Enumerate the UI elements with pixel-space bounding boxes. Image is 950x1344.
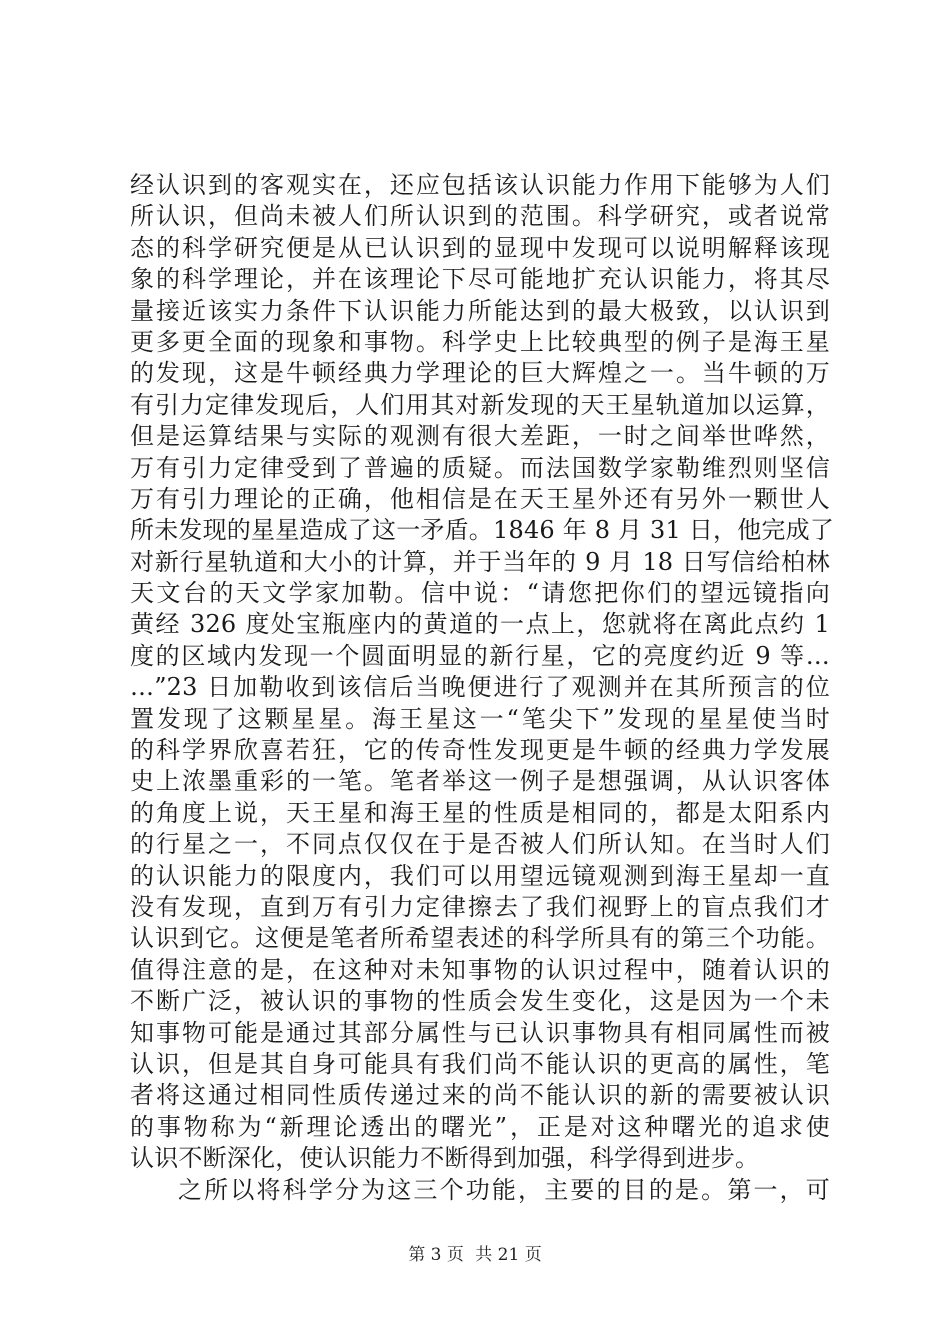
text-line: 万有引力理论的正确，他相信是在天王星外还有另外一颗世人	[130, 484, 830, 513]
text-line: 黄经 326 度处宝瓶座内的黄道的一点上，您就将在离此点约 1	[130, 610, 830, 639]
text-line: 的认识能力的限度内，我们可以用望远镜观测到海王星却一直	[130, 861, 830, 890]
page-total: 共 21 页	[475, 1245, 542, 1265]
text-line: 量接近该实力条件下认识能力所能达到的最大极致，以认识到	[130, 296, 830, 325]
text-line: 有引力定律发现后，人们用其对新发现的天王星轨道加以运算，	[130, 390, 830, 419]
text-line: 所认识，但尚未被人们所认识到的范围。科学研究，或者说常	[130, 202, 830, 231]
paragraph-start-line: 之所以将科学分为这三个功能，主要的目的是。第一，可	[178, 1175, 830, 1204]
page-footer	[0, 1244, 950, 1266]
text-line: 认识到它。这便是笔者所希望表述的科学所具有的第三个功能。	[130, 924, 830, 953]
text-line: 值得注意的是，在这种对未知事物的认识过程中，随着认识的	[130, 955, 830, 984]
text-line: 知事物可能是通过其部分属性与已认识事物具有相同属性而被	[130, 1018, 830, 1047]
body-text	[130, 170, 835, 1206]
text-line: 象的科学理论，并在该理论下尽可能地扩充认识能力，将其尽	[130, 265, 830, 294]
text-line: 度的区域内发现一个圆面明显的新行星，它的亮度约近 9 等…	[130, 641, 830, 670]
text-line: 的行星之一，不同点仅仅在于是否被人们所认知。在当时人们	[130, 830, 830, 859]
text-line: …”23 日加勒收到该信后当晚便进行了观测并在其所预言的位	[130, 673, 830, 702]
text-line: 的角度上说，天王星和海王星的性质是相同的，都是太阳系内	[130, 798, 830, 827]
text-line: 认识，但是其自身可能具有我们尚不能认识的更高的属性，笔	[130, 1049, 830, 1078]
text-line: 的事物称为“新理论透出的曙光”，正是对这种曙光的追求使	[130, 1112, 830, 1141]
text-line: 不断广泛，被认识的事物的性质会发生变化，这是因为一个未	[130, 987, 830, 1016]
text-line: 史上浓墨重彩的一笔。笔者举这一例子是想强调，从认识客体	[130, 767, 830, 796]
text-line: 态的科学研究便是从已认识到的显现中发现可以说明解释该现	[130, 233, 830, 262]
page-number: 第 3 页	[408, 1245, 464, 1265]
text-line: 的科学界欣喜若狂，它的传奇性发现更是牛顿的经典力学发展	[130, 736, 830, 765]
text-line: 万有引力定律受到了普遍的质疑。而法国数学家勒维烈则坚信	[130, 453, 830, 482]
text-line: 但是运算结果与实际的观测有很大差距，一时之间举世哗然，	[130, 422, 830, 451]
text-line: 天文台的天文学家加勒。信中说：“请您把你们的望远镜指向	[130, 579, 830, 608]
paragraph-end-line: 认识不断深化，使认识能力不断得到加强，科学得到进步。	[130, 1144, 760, 1173]
text-line: 经认识到的客观实在，还应包括该认识能力作用下能够为人们	[130, 171, 830, 199]
text-line: 对新行星轨道和大小的计算，并于当年的 9 月 18 日写信给柏林	[130, 547, 830, 576]
text-line: 者将这通过相同性质传递过来的尚不能认识的新的需要被认识	[130, 1081, 830, 1110]
text-line: 没有发现，直到万有引力定律擦去了我们视野上的盲点我们才	[130, 892, 830, 921]
text-line: 置发现了这颗星星。海王星这一“笔尖下”发现的星星使当时	[130, 704, 830, 733]
text-line: 所未发现的星星造成了这一矛盾。1846 年 8 月 31 日，他完成了	[130, 516, 835, 545]
text-line: 更多更全面的现象和事物。科学史上比较典型的例子是海王星	[130, 327, 830, 356]
text-line: 的发现，这是牛顿经典力学理论的巨大辉煌之一。当牛顿的万	[130, 359, 830, 388]
